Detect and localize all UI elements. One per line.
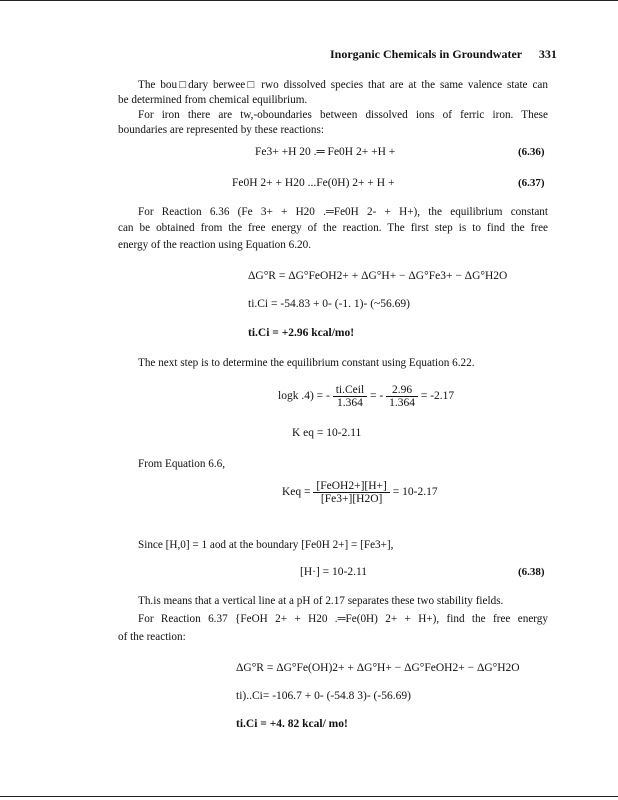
free-energy-definition: ΔG°R = ΔG°FeOH2+ + ΔG°H+ − ΔG°Fe3+ − ΔG°H2O xyxy=(248,270,508,282)
fraction xyxy=(313,480,389,505)
equation-number: (6.37) xyxy=(518,177,545,189)
running-header xyxy=(330,47,557,62)
paragraph-line: Th.is means that a vertical line at a pH of 2.17 separates these two stability fields. xyxy=(138,595,504,607)
k-eq-expression xyxy=(282,480,438,505)
paragraph-line: can be obtained from the free energy of the reaction. The first step is to find the free xyxy=(118,222,548,234)
paragraph-line: For iron there are tw,-oboundaries between dissolved ions of ferric iron. These xyxy=(138,109,548,121)
fraction xyxy=(386,384,418,409)
k-eq-lhs: Keq = xyxy=(282,486,311,499)
paragraph-line: The bou□dary berwee□ rwo dissolved species that are at the same valence state can xyxy=(138,79,548,91)
k-eq-line: K eq = 10-2.11 xyxy=(292,427,362,439)
free-energy-definition-2: ΔG°R = ΔG°Fe(OH)2+ + ΔG°H+ − ΔG°FeOH2+ − ΔG°H2O xyxy=(236,662,520,674)
paragraph-line: be determined from chemical equilibrium. xyxy=(118,94,308,106)
denominator: 1.364 xyxy=(389,397,415,409)
k-eq-result: = 10-2.17 xyxy=(392,486,438,499)
log-k-mid: = - xyxy=(370,390,384,403)
log-k-equation xyxy=(278,384,454,409)
numerator: ti.Ceil xyxy=(333,384,367,397)
top-rule xyxy=(0,0,618,1)
free-energy-calculation: ti.Ci = -54.83 + 0- (-1. 1)- (~56.69) xyxy=(248,298,410,310)
header-title: Inorganic Chemicals in Groundwater xyxy=(330,47,522,61)
paragraph-line: From Equation 6.6, xyxy=(138,458,226,470)
numerator: [FeOH2+][H+] xyxy=(313,480,389,493)
page-number: 331 xyxy=(538,47,557,61)
free-energy-result-2: ti.Ci = +4. 82 kcal/ mo! xyxy=(236,718,348,730)
denominator: [Fe3+][H2O] xyxy=(320,493,383,505)
paragraph-line: For Reaction 6.37 {FeOH 2+ + H20 .═Fe(0H) 2+ + H+), find the free energy xyxy=(138,613,548,625)
equation-6-36: Fe3+ +H 20 .═ Fe0H 2+ +H + xyxy=(255,146,396,158)
hydrogen-line: [H·] = 10-2.11 xyxy=(300,566,368,578)
free-energy-calculation-2: ti)..Ci= -106.7 + 0- (-54.8 3)- (-56.69) xyxy=(236,690,411,702)
log-k-result: = -2.17 xyxy=(420,390,455,403)
paragraph-line: of the reaction: xyxy=(118,631,186,643)
numerator: 2.96 xyxy=(386,384,418,397)
paragraph-line: energy of the reaction using Equation 6.20. xyxy=(118,239,312,251)
free-energy-result: ti.Ci = +2.96 kcal/mo! xyxy=(248,327,355,339)
paragraph-line: For Reaction 6.36 (Fe 3+ + H20 .═Fe0H 2- + H+), the equilibrium constant xyxy=(138,206,548,218)
equation-number: (6.38) xyxy=(518,566,545,578)
equation-6-37: Fe0H 2+ + H20 ...Fe(0H) 2+ + H + xyxy=(232,177,395,189)
fraction xyxy=(333,384,367,409)
denominator: 1.364 xyxy=(337,397,363,409)
equation-number: (6.36) xyxy=(518,146,545,158)
bottom-rule xyxy=(0,796,618,797)
paragraph-line: The next step is to determine the equilibrium constant using Equation 6.22. xyxy=(138,357,475,369)
log-k-lhs: logk .4) = - xyxy=(278,390,330,403)
paragraph-line: Since [H,0] = 1 aod at the boundary [Fe0H 2+] = [Fe3+], xyxy=(138,539,394,551)
paragraph-line: boundaries are represented by these reactions: xyxy=(118,124,324,136)
